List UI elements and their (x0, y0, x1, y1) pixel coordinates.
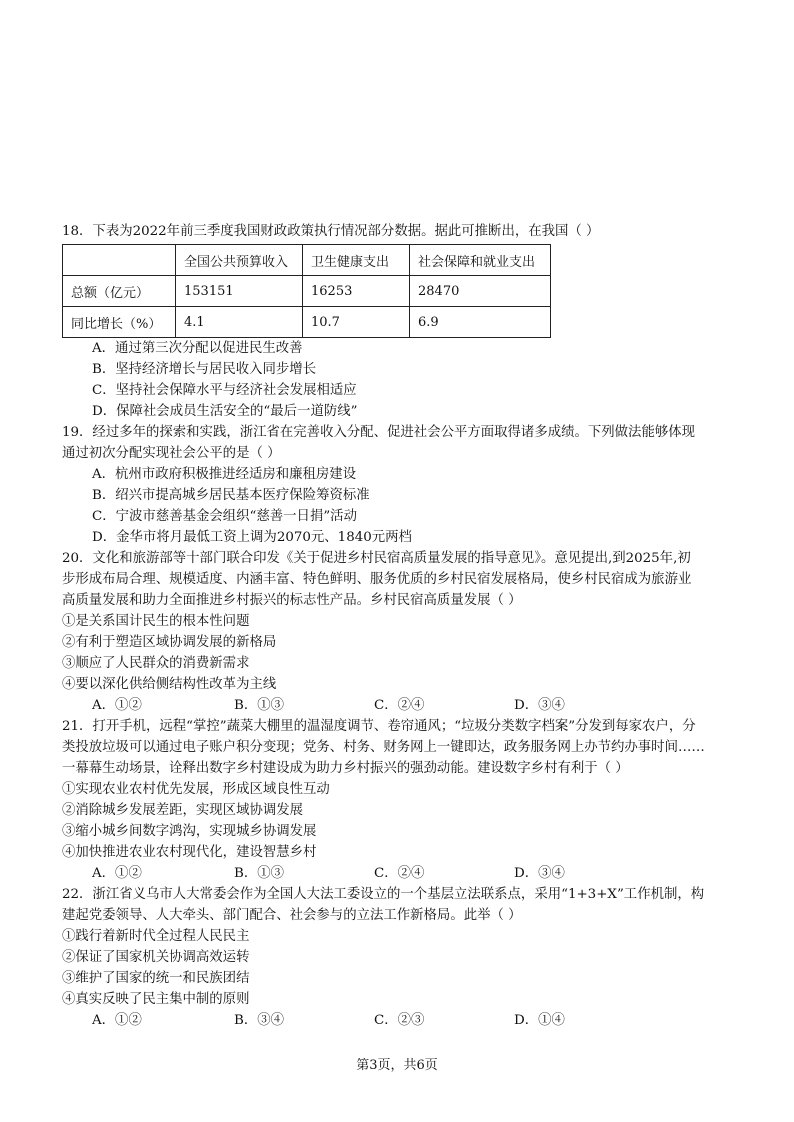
q19-option-a: A．杭州市政府积极推进经适房和廉租房建设 (92, 467, 357, 482)
q20-options (92, 696, 712, 716)
q18-option-a: A．通过第三次分配以促进民生改善 (92, 341, 303, 356)
q21-item-4: ④加快推进农业农村现代化，建设智慧乡村 (62, 845, 317, 860)
table-header-cell: 社会保障和就业支出 (410, 245, 551, 276)
table-header-cell: 全国公共预算收入 (176, 245, 303, 276)
q20-item-1: ①是关系国计民生的根本性问题 (62, 614, 250, 629)
q20-stem-3: 高质量发展和助力全面推进乡村振兴的标志性产品。乡村民宿高质量发展（ ） (62, 593, 522, 608)
q21-options (92, 864, 712, 884)
q21-stem-1: 21．打开手机，远程“掌控”蔬菜大棚里的温湿度调节、卷帘通风；“垃圾分类数字档案”分发到每家农户，分 (62, 719, 696, 734)
q22-options (92, 1011, 712, 1031)
table-cell: 28470 (410, 276, 551, 307)
q22-option-c: C．②③ (374, 1013, 425, 1028)
table-row (63, 276, 551, 307)
table-header-cell (63, 245, 176, 276)
q22-stem-1: 22．浙江省义乌市人大常委会作为全国人大法工委设立的一个基层立法联系点，采用“1+3+X”工作机制，构 (62, 887, 705, 902)
q20-option-c: C．②④ (374, 698, 425, 713)
q18-stem: 18．下表为2022年前三季度我国财政政策执行情况部分数据。据此可推断出，在我国（ ） (62, 224, 600, 239)
q18-table (62, 244, 551, 338)
q22-option-d: D．①④ (514, 1013, 565, 1028)
table-cell: 6.9 (410, 307, 551, 338)
q22-item-4: ④真实反映了民主集中制的原则 (62, 992, 250, 1007)
q20-stem-1: 20．文化和旅游部等十部门联合印发《关于促进乡村民宿高质量发展的指导意见》。意见提出,到2025年,初 (62, 551, 691, 566)
q22-item-1: ①践行着新时代全过程人民民主 (62, 929, 250, 944)
q19-stem-2: 通过初次分配实现社会公平的是（ ） (62, 446, 281, 461)
q22-item-3: ③维护了国家的统一和民族团结 (62, 971, 250, 986)
q19-stem-1: 19．经过多年的探索和实践，浙江省在完善收入分配、促进社会公平方面取得诸多成绩。下列做法能够体现 (62, 425, 696, 440)
q20-item-4: ④要以深化供给侧结构性改革为主线 (62, 677, 277, 692)
q22-stem-2: 建起党委领导、人大牵头、部门配合、社会参与的立法工作新格局。此举（ ） (62, 908, 522, 923)
q21-stem-3: 一幕幕生动场景，诠释出数字乡村建设成为助力乡村振兴的强劲动能。建设数字乡村有利于（ ） (62, 761, 629, 776)
q21-option-a: A．①② (92, 866, 142, 881)
table-cell: 10.7 (303, 307, 410, 338)
q18-option-d: D．保障社会成员生活安全的“最后一道防线” (92, 404, 358, 419)
table-cell: 153151 (176, 276, 303, 307)
q18-option-b: B．坚持经济增长与居民收入同步增长 (92, 362, 317, 377)
table-cell: 同比增长（%） (63, 307, 176, 338)
q18-option-c: C．坚持社会保障水平与经济社会发展相适应 (92, 383, 357, 398)
page-number: 第3页，共6页 (356, 1058, 438, 1073)
q20-stem-2: 步形成布局合理、规模适度、内涵丰富、特色鲜明、服务优质的乡村民宿发展格局，使乡村民宿成为旅游业 (62, 572, 692, 587)
q21-stem-2: 类投放垃圾可以通过电子账户积分变现；党务、村务、财务网上一键即达，政务服务网上办节约办事时间…… (62, 740, 705, 755)
q21-option-c: C．②④ (374, 866, 425, 881)
q22-option-b: B．③④ (234, 1013, 285, 1028)
table-header-cell: 卫生健康支出 (303, 245, 410, 276)
q21-option-b: B．①③ (234, 866, 285, 881)
table-cell: 4.1 (176, 307, 303, 338)
table-row (63, 307, 551, 338)
q20-item-2: ②有利于塑造区域协调发展的新格局 (62, 635, 277, 650)
q21-option-d: D．③④ (514, 866, 565, 881)
q22-item-2: ②保证了国家机关协调高效运转 (62, 950, 250, 965)
q19-option-d: D．金华市将月最低工资上调为2070元、1840元两档 (92, 530, 412, 545)
q21-item-2: ②消除城乡发展差距，实现区域协调发展 (62, 803, 304, 818)
q20-item-3: ③顺应了人民群众的消费新需求 (62, 656, 250, 671)
table-header-row (63, 245, 551, 276)
q20-option-b: B．①③ (234, 698, 285, 713)
q22-option-a: A．①② (92, 1013, 142, 1028)
q21-item-1: ①实现农业农村优先发展，形成区域良性互动 (62, 782, 330, 797)
q20-option-a: A．①② (92, 698, 142, 713)
table-cell: 总额（亿元） (63, 276, 176, 307)
table-cell: 16253 (303, 276, 410, 307)
q21-item-3: ③缩小城乡间数字鸿沟，实现城乡协调发展 (62, 824, 317, 839)
q19-option-b: B．绍兴市提高城乡居民基本医疗保险筹资标准 (92, 488, 370, 503)
q20-option-d: D．③④ (514, 698, 565, 713)
q19-option-c: C．宁波市慈善基金会组织“慈善一日捐”活动 (92, 509, 357, 524)
